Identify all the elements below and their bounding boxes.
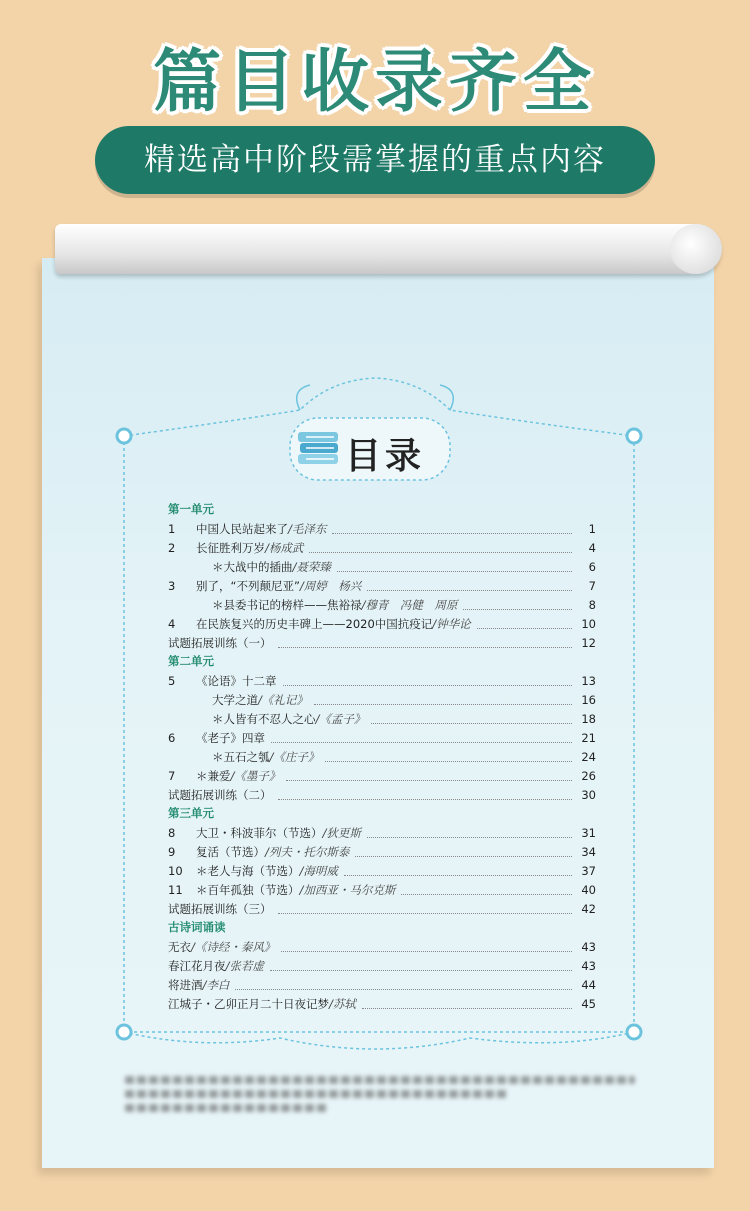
- toc-entry-author: /《孟子》: [315, 711, 366, 726]
- toc-entry-title: 将进酒: [168, 977, 203, 992]
- toc-leader-dots: [367, 581, 572, 591]
- toc-entry-title: 复活（节选）: [196, 844, 265, 859]
- toc-entry-title: ＊老人与海（节选）: [196, 863, 300, 878]
- toc-entry-page: 30: [581, 787, 596, 802]
- toc-leader-dots: [278, 638, 573, 648]
- toc-entry-author: /钟华论: [432, 616, 471, 631]
- toc-section-heading: 古诗词诵读: [168, 920, 226, 934]
- toc-leader-dots: [367, 828, 572, 838]
- toc-list: [168, 500, 596, 1013]
- toc-entry-page: 43: [581, 939, 596, 954]
- toc-entry-page: 1: [588, 521, 596, 536]
- toc-entry: [168, 519, 596, 538]
- toc-entry-page: 7: [588, 578, 596, 593]
- toc-leader-dots: [325, 752, 572, 762]
- toc-entry-number: 8: [168, 825, 176, 840]
- toc-entry-title: ＊县委书记的榜样——焦裕禄: [212, 597, 362, 612]
- toc-entry: [168, 633, 596, 652]
- toc-entry-author: /聂荣臻: [292, 559, 331, 574]
- toc-entry: [168, 880, 596, 899]
- toc-leader-dots: [355, 847, 572, 857]
- toc-entry-number: 7: [168, 768, 176, 783]
- toc-entry: [168, 823, 596, 842]
- toc-entry-number: 5: [168, 673, 176, 688]
- toc-entry-author: /列夫・托尔斯泰: [265, 844, 350, 859]
- toc-section-heading: 第二单元: [168, 654, 214, 668]
- toc-entry-page: 31: [581, 825, 596, 840]
- toc-entry-number: 10: [168, 863, 183, 878]
- toc-leader-dots: [271, 733, 572, 743]
- toc-entry-author: /《诗经・秦风》: [191, 939, 276, 954]
- toc-entry: [168, 937, 596, 956]
- toc-leader-dots: [283, 676, 573, 686]
- toc-entry-page: 26: [581, 768, 596, 783]
- toc-entry: [168, 766, 596, 785]
- blurred-footnote: [125, 1070, 635, 1114]
- toc-entry-page: 18: [581, 711, 596, 726]
- toc-leader-dots: [344, 866, 572, 876]
- toc-entry: [168, 956, 596, 975]
- toc-entry-page: 34: [581, 844, 596, 859]
- toc-entry-number: 4: [168, 616, 176, 631]
- corner-circle: [117, 1025, 131, 1039]
- toc-leader-dots: [477, 619, 572, 629]
- toc-leader-dots: [332, 524, 572, 534]
- toc-leader-dots: [371, 714, 572, 724]
- toc-entry-title: 试题拓展训练（一）: [168, 635, 272, 650]
- toc-leader-dots: [281, 942, 572, 952]
- toc-entry-page: 21: [581, 730, 596, 745]
- toc-entry-author: /《墨子》: [230, 768, 281, 783]
- toc-entry-page: 13: [581, 673, 596, 688]
- toc-leader-dots: [286, 771, 572, 781]
- toc-entry-author: /李白: [202, 977, 230, 992]
- toc-entry-author: /张若虚: [225, 958, 264, 973]
- toc-entry: [168, 975, 596, 994]
- toc-entry: [168, 557, 596, 576]
- subtitle-pill: 精选高中阶段需掌握的重点内容: [95, 126, 655, 194]
- corner-circle: [627, 1025, 641, 1039]
- toc-leader-dots: [278, 904, 573, 914]
- toc-entry-page: 6: [588, 559, 596, 574]
- toc-entry-page: 8: [588, 597, 596, 612]
- frame-top-wave: [297, 385, 454, 410]
- toc-entry-title: 别了，“不列颠尼亚”: [196, 578, 300, 593]
- toc-entry-title: 大学之道: [212, 692, 258, 707]
- toc-entry-number: 1: [168, 521, 176, 536]
- toc-entry: [168, 595, 596, 614]
- banner-title: 篇目收录齐全: [152, 43, 597, 122]
- toc-entry-author: /苏轼: [329, 996, 356, 1011]
- toc-leader-dots: [309, 543, 572, 553]
- toc-entry: [168, 861, 596, 880]
- toc-entry-author: /毛泽东: [288, 521, 327, 536]
- toc-entry: [168, 614, 596, 633]
- toc-leader-dots: [314, 695, 572, 705]
- toc-entry-title: ＊兼爱: [196, 768, 231, 783]
- toc-entry: [168, 576, 596, 595]
- toc-entry-page: 45: [581, 996, 596, 1011]
- toc-entry-number: 11: [168, 882, 183, 897]
- toc-leader-dots: [463, 600, 572, 610]
- toc-entry-title: 长征胜利万岁: [196, 540, 265, 555]
- toc-leader-dots: [337, 562, 572, 572]
- toc-leader-dots: [270, 961, 572, 971]
- toc-entry-page: 16: [581, 692, 596, 707]
- toc-entry-title: 在民族复兴的历史丰碑上——2020中国抗疫记: [196, 616, 433, 631]
- toc-entry: [168, 671, 596, 690]
- corner-circle: [627, 429, 641, 443]
- toc-entry-number: 6: [168, 730, 176, 745]
- toc-entry-number: 2: [168, 540, 176, 555]
- toc-entry-page: 4: [588, 540, 596, 555]
- toc-title: 目录: [345, 435, 426, 477]
- toc-entry-author: /穆青 冯健 周原: [361, 597, 458, 612]
- toc-section-heading: 第三单元: [168, 806, 214, 820]
- toc-entry-author: /狄更斯: [322, 825, 361, 840]
- toc-entry: [168, 690, 596, 709]
- corner-circle: [117, 429, 131, 443]
- toc-entry-author: /周婷 杨兴: [299, 578, 362, 593]
- toc-entry-page: 10: [581, 616, 596, 631]
- toc-leader-dots: [278, 790, 573, 800]
- toc-entry-title: ＊百年孤独（节选）: [196, 882, 300, 897]
- frame-bottom-wave: [124, 1032, 634, 1049]
- toc-entry-title: 《老子》四章: [196, 730, 265, 745]
- toc-entry-page: 37: [581, 863, 596, 878]
- toc-entry-author: /加西亚・马尔克斯: [299, 882, 396, 897]
- books-icon: [298, 432, 338, 464]
- toc-entry-title: ＊人皆有不忍人之心: [212, 711, 316, 726]
- toc-entry-title: 中国人民站起来了: [196, 521, 288, 536]
- toc-entry-number: 9: [168, 844, 176, 859]
- toc-entry-title: 江城子・乙卯正月二十日夜记梦: [168, 996, 329, 1011]
- toc-entry-title: 春江花月夜: [168, 958, 226, 973]
- toc-leader-dots: [401, 885, 572, 895]
- toc-entry: [168, 899, 596, 918]
- toc-entry-title: 试题拓展训练（二）: [168, 787, 272, 802]
- toc-leader-dots: [362, 999, 572, 1009]
- toc-entry: [168, 728, 596, 747]
- toc-entry-author: /《礼记》: [258, 692, 308, 707]
- toc-entry: [168, 538, 596, 557]
- toc-entry-title: ＊五石之瓠: [212, 749, 270, 764]
- toc-entry-page: 12: [581, 635, 596, 650]
- toc-entry: [168, 747, 596, 766]
- toc-entry-title: 《论语》十二章: [196, 673, 277, 688]
- toc-leader-dots: [235, 980, 572, 990]
- toc-entry-page: 43: [581, 958, 596, 973]
- toc-entry-title: 试题拓展训练（三）: [168, 901, 272, 916]
- toc-entry-title: ＊大战中的插曲: [212, 559, 293, 574]
- toc-entry: [168, 842, 596, 861]
- toc-entry-author: /杨成武: [265, 540, 304, 555]
- toc-entry-page: 24: [581, 749, 596, 764]
- toc-entry-title: 大卫・科波菲尔（节选）: [196, 825, 323, 840]
- toc-entry-author: /《庄子》: [269, 749, 320, 764]
- toc-entry-page: 44: [581, 977, 596, 992]
- toc-entry-page: 40: [581, 882, 596, 897]
- toc-entry-author: /海明威: [299, 863, 338, 878]
- toc-entry-page: 42: [581, 901, 596, 916]
- toc-section-heading: 第一单元: [168, 502, 214, 516]
- toc-entry: [168, 785, 596, 804]
- toc-entry-title: 无衣: [168, 939, 191, 954]
- toc-entry: [168, 709, 596, 728]
- toc-entry-number: 3: [168, 578, 176, 593]
- toc-entry: [168, 994, 596, 1013]
